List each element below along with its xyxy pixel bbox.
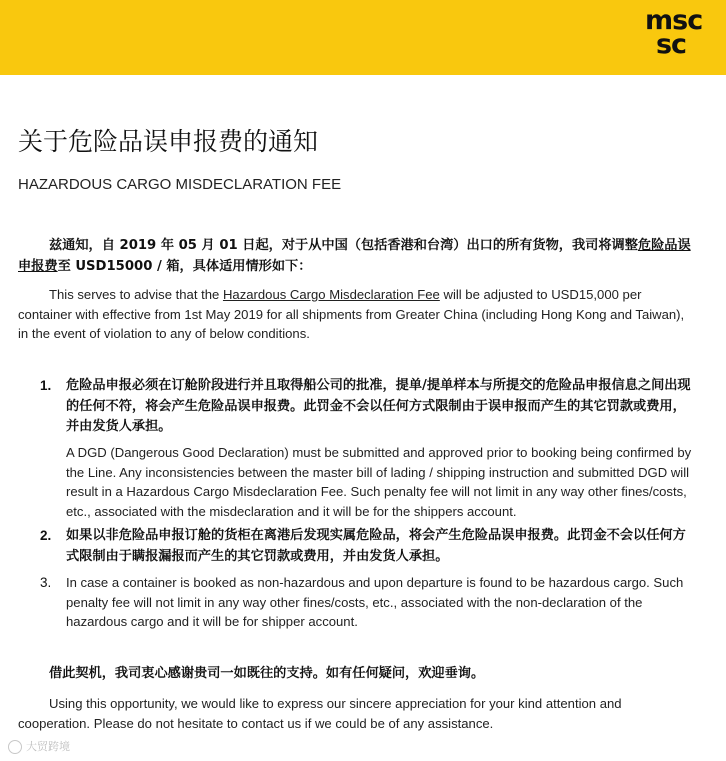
- watermark-text: 大贸跨境: [26, 740, 70, 753]
- intro-cn-text: 兹通知，自 2019 年 05 月 01 日起，对于从中国（包括香港和台湾）出口的所有货物，我司将调整: [49, 238, 638, 253]
- page-title-en: HAZARDOUS CARGO MISDECLARATION FEE: [18, 176, 342, 193]
- intro-en-fee-name: Hazardous Cargo Misdeclaration Fee: [222, 287, 440, 302]
- intro-paragraph-cn: [18, 235, 692, 277]
- item-text-cn: 危险品申报必须在订舱阶段进行并且取得船公司的批准，提单/提单样本与所提交的危险品申报信息之间出现的任何不符，将会产生危险品误申报费。此罚金不会以任何方式限制由于误申报而产生的其它罚款或费用，并由发货人承担。: [66, 378, 691, 434]
- item-text-cn: 如果以非危险品申报订舱的货柜在离港后发现实属危险品，将会产生危险品误申报费。此罚金不会以任何方式限制由于瞒报漏报而产生的其它罚款或费用，并由发货人承担。: [66, 528, 686, 564]
- watermark: [8, 738, 70, 754]
- intro-paragraph-en: [18, 285, 692, 344]
- item-number: 3.: [40, 575, 52, 590]
- intro-en-text-end: will be adjusted to USD15,000 per container with effective from 1st May 2019 for all shipments from Greater China (including Hong Kong and Taiwan), in the event of violation to any of below conditions.: [18, 287, 685, 341]
- intro-cn-text-end: 至 USD15000 / 箱，具体适用情形如下：: [57, 259, 312, 274]
- item-number: 2.: [40, 528, 52, 543]
- watermark-icon: [8, 740, 22, 754]
- logo-text-bottom: sc: [655, 29, 687, 60]
- closing-paragraph-cn: 借此契机，我司衷心感谢贵司一如既往的支持。如有任何疑问，欢迎垂询。: [49, 666, 485, 681]
- closing-paragraph-en: Using this opportunity, we would like to express our sincere appreciation for your kind attention and cooperation. Please do not hesitate to contact us if we could be of any assistance.: [18, 696, 622, 731]
- intro-cn-fee-name: 危险品误申报费: [18, 238, 691, 274]
- item-text-en: A DGD (Dangerous Good Declaration) must be submitted and approved prior to booking being confirmed by the Line. Any inconsistencies between the master bill of lading / shipping instruction and submitted DGD will result in a Hazardous Cargo Misdeclaration Fee. Such penalty fee will not limit in any way other fines/costs, etc., associated with the misdeclaration and it will be for the shippers account.: [66, 445, 692, 519]
- page-title-cn: 关于危险品误申报费的通知: [18, 127, 319, 156]
- brand-header-bar: [0, 0, 726, 75]
- item-number: 1.: [40, 378, 52, 393]
- intro-en-text: This serves to advise that the: [49, 287, 223, 302]
- logo-text-top: msc: [645, 5, 703, 36]
- item-text-en: In case a container is booked as non-hazardous and upon departure is found to be hazardous cargo. Such penalty fee will not limit in any way other fines/costs, etc., associated with the non-declaration of the hazardous cargo and it will be for shipper account.: [66, 575, 684, 629]
- msc-logo: [645, 5, 703, 60]
